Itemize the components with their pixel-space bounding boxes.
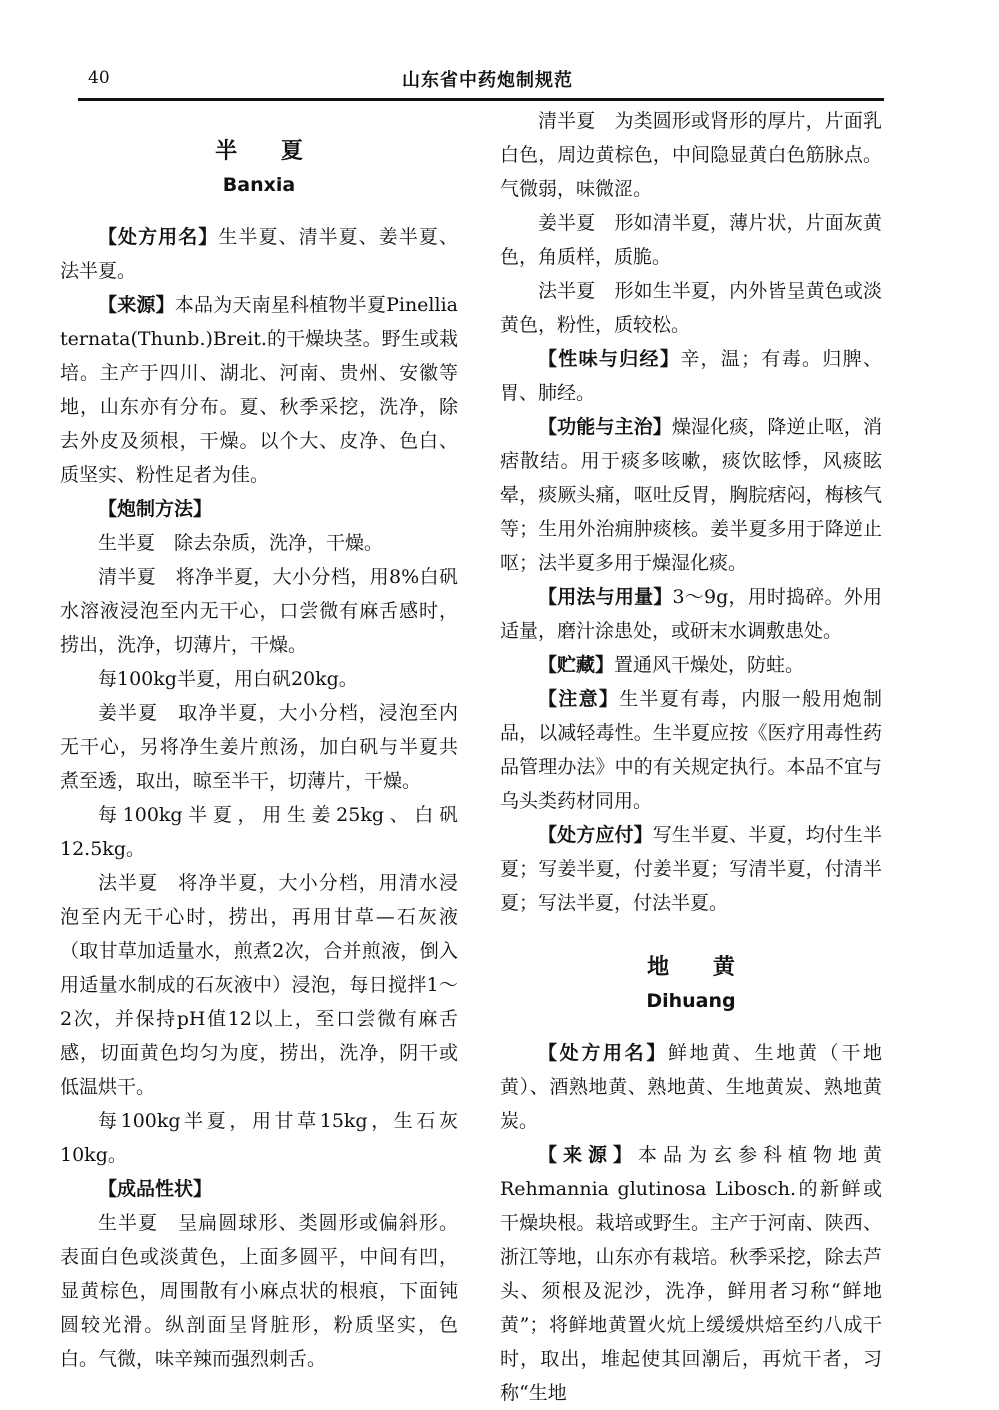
lead-label: 【处方用名】	[98, 226, 219, 248]
paragraph-storage	[500, 648, 882, 682]
paragraph-text: 生半夏、清半夏、姜半夏、法半夏。	[60, 226, 458, 282]
paragraph-ratio-ginger: 每100kg半夏，用生姜25kg、白矾12.5kg。	[60, 804, 458, 860]
paragraph-usage-dosage	[500, 580, 882, 648]
paragraph-text: 本品为天南星科植物半夏Pinellia ternata(Thunb.)Breit.的干燥块茎。野生或栽培。主产于四川、湖北、河南、贵州、安徽等地，山东亦有分布。夏、秋季采挖，洗净，除去外皮及须根，干燥。以个大、皮净、色白、质坚实、粉性足者为佳。	[60, 294, 458, 486]
lead-label: 【炮制方法】	[98, 498, 213, 520]
paragraph-source	[500, 1138, 882, 1410]
lead-label: 【来源】	[98, 294, 175, 316]
paragraph-text: 置通风干燥处，防蛀。	[614, 654, 805, 676]
lead-label: 【用法与用量】	[538, 586, 673, 608]
paragraph-text: 生半夏有毒，内服一般用炮制品，以减轻毒性。生半夏应按《医疗用毒性药品管理办法》中的有关规定执行。本品不宜与乌头类药材同用。	[500, 688, 882, 812]
lead-label: 【处方应付】	[538, 824, 653, 846]
paragraph-text: 辛，温；有毒。归脾、胃、肺经。	[500, 348, 882, 404]
lead-label: 【注意】	[538, 688, 620, 710]
page-number: 40	[88, 68, 110, 88]
paragraph-processing-fa: 法半夏 将净半夏，大小分档，用清水浸泡至内无干心时，捞出，再用甘草—石灰液（取甘草加适量水，煎煮2次，合并煎液，倒入用适量水制成的石灰液中）浸泡，每日搅拌1～2次，并保持pH值12以上，至口尝微有麻舌感，切面黄色均匀为度，捞出，洗净，阴干或低温烘干。	[60, 872, 458, 1098]
paragraph-processing-jiang: 姜半夏 取净半夏，大小分档，浸泡至内无干心，另将净生姜片煎汤，加白矾与半夏共煮至透，取出，晾至半干，切薄片，干燥。	[60, 702, 458, 792]
page-header	[62, 66, 884, 96]
section-title-banxia: 半 夏	[215, 138, 321, 164]
paragraph-text: 本品为玄参科植物地黄Rehmannia glutinosa Libosch.的新鲜或干燥块根。栽培或野生。主产于河南、陕西、浙江等地，山东亦有栽培。秋季采挖，除去芦头、须根及泥沙，洗净，鲜用者习称“鲜地黄”；将鲜地黄置火炕上缓缓烘焙至约八成干时，取出，堆起使其回潮后，再炕干者，习称“生地	[500, 1144, 882, 1404]
paragraph-dispensing	[500, 818, 882, 920]
lead-label: 【来源】	[538, 1144, 638, 1166]
lead-label: 【功能与主治】	[538, 416, 672, 438]
paragraph-characters-heading	[60, 1172, 458, 1206]
header-rule	[78, 98, 884, 101]
paragraph-processing-qing: 清半夏 将净半夏，大小分档，用8%白矾水溶液浸泡至内无干心，口尝微有麻舌感时，捞出，洗净，切薄片，干燥。	[60, 566, 458, 656]
paragraph-processing-heading	[60, 492, 458, 526]
paragraph-characters-qing: 清半夏 为类圆形或肾形的厚片，片面乳白色，周边黄棕色，中间隐显黄白色筋脉点。气微弱，味微涩。	[500, 110, 882, 200]
paragraph-characters-jiang: 姜半夏 形如清半夏，薄片状，片面灰黄色，角质样，质脆。	[500, 212, 882, 268]
lead-label: 【成品性状】	[98, 1178, 213, 1200]
paragraph-function-indication	[500, 410, 882, 580]
lead-label: 【性味与归经】	[538, 348, 681, 370]
section-title-dihuang: 地 黄	[647, 954, 753, 980]
paragraph-text: 3～9g，用时捣碎。外用适量，磨汁涂患处，或研末水调敷患处。	[500, 586, 882, 642]
paragraph-text: 写生半夏、半夏，均付生半夏；写姜半夏，付姜半夏；写清半夏，付清半夏；写法半夏，付法半夏。	[500, 824, 882, 914]
paragraph-text: 燥湿化痰，降逆止呕，消痞散结。用于痰多咳嗽，痰饮眩悸，风痰眩晕，痰厥头痛，呕吐反胃，胸脘痞闷，梅核气等；生用外治痈肿痰核。姜半夏多用于降逆止呕；法半夏多用于燥湿化痰。	[500, 416, 882, 574]
paragraph-source	[60, 288, 458, 492]
lead-label: 【处方用名】	[538, 1042, 668, 1064]
right-column	[500, 104, 882, 1410]
paragraph-ratio-alum: 每100kg半夏，用白矾20kg。	[98, 668, 358, 690]
paragraph-nature-meridian	[500, 342, 882, 410]
spacer	[60, 104, 458, 134]
spacer	[500, 920, 882, 950]
section-pinyin-banxia: Banxia	[222, 174, 296, 196]
paragraph-caution	[500, 682, 882, 818]
paragraph-characters-fa: 法半夏 形如生半夏，内外皆呈黄色或淡黄色，粉性，质较松。	[500, 280, 882, 336]
paragraph-prescription-names	[60, 220, 458, 288]
lead-label: 【贮藏】	[538, 654, 615, 676]
paragraph-ratio-licorice: 每100kg半夏，用甘草15kg，生石灰10kg。	[60, 1110, 458, 1166]
paragraph-characters-raw: 生半夏 呈扁圆球形、类圆形或偏斜形。表面白色或淡黄色，上面多圆平，中间有凹，显黄棕色，周围散有小麻点状的根痕，下面钝圆较光滑。纵剖面呈肾脏形，粉质坚实，色白。气微，味辛辣而强烈刺舌。	[60, 1212, 458, 1370]
paragraph-prescription-names	[500, 1036, 882, 1138]
paragraph-text: 鲜地黄、生地黄（干地黄）、酒熟地黄、熟地黄、生地黄炭、熟地黄炭。	[500, 1042, 882, 1132]
left-column	[60, 104, 458, 1376]
section-pinyin-dihuang: Dihuang	[646, 990, 736, 1012]
running-title: 山东省中药炮制规范	[402, 70, 573, 91]
paragraph-processing-raw: 生半夏 除去杂质，洗净，干燥。	[98, 532, 384, 554]
